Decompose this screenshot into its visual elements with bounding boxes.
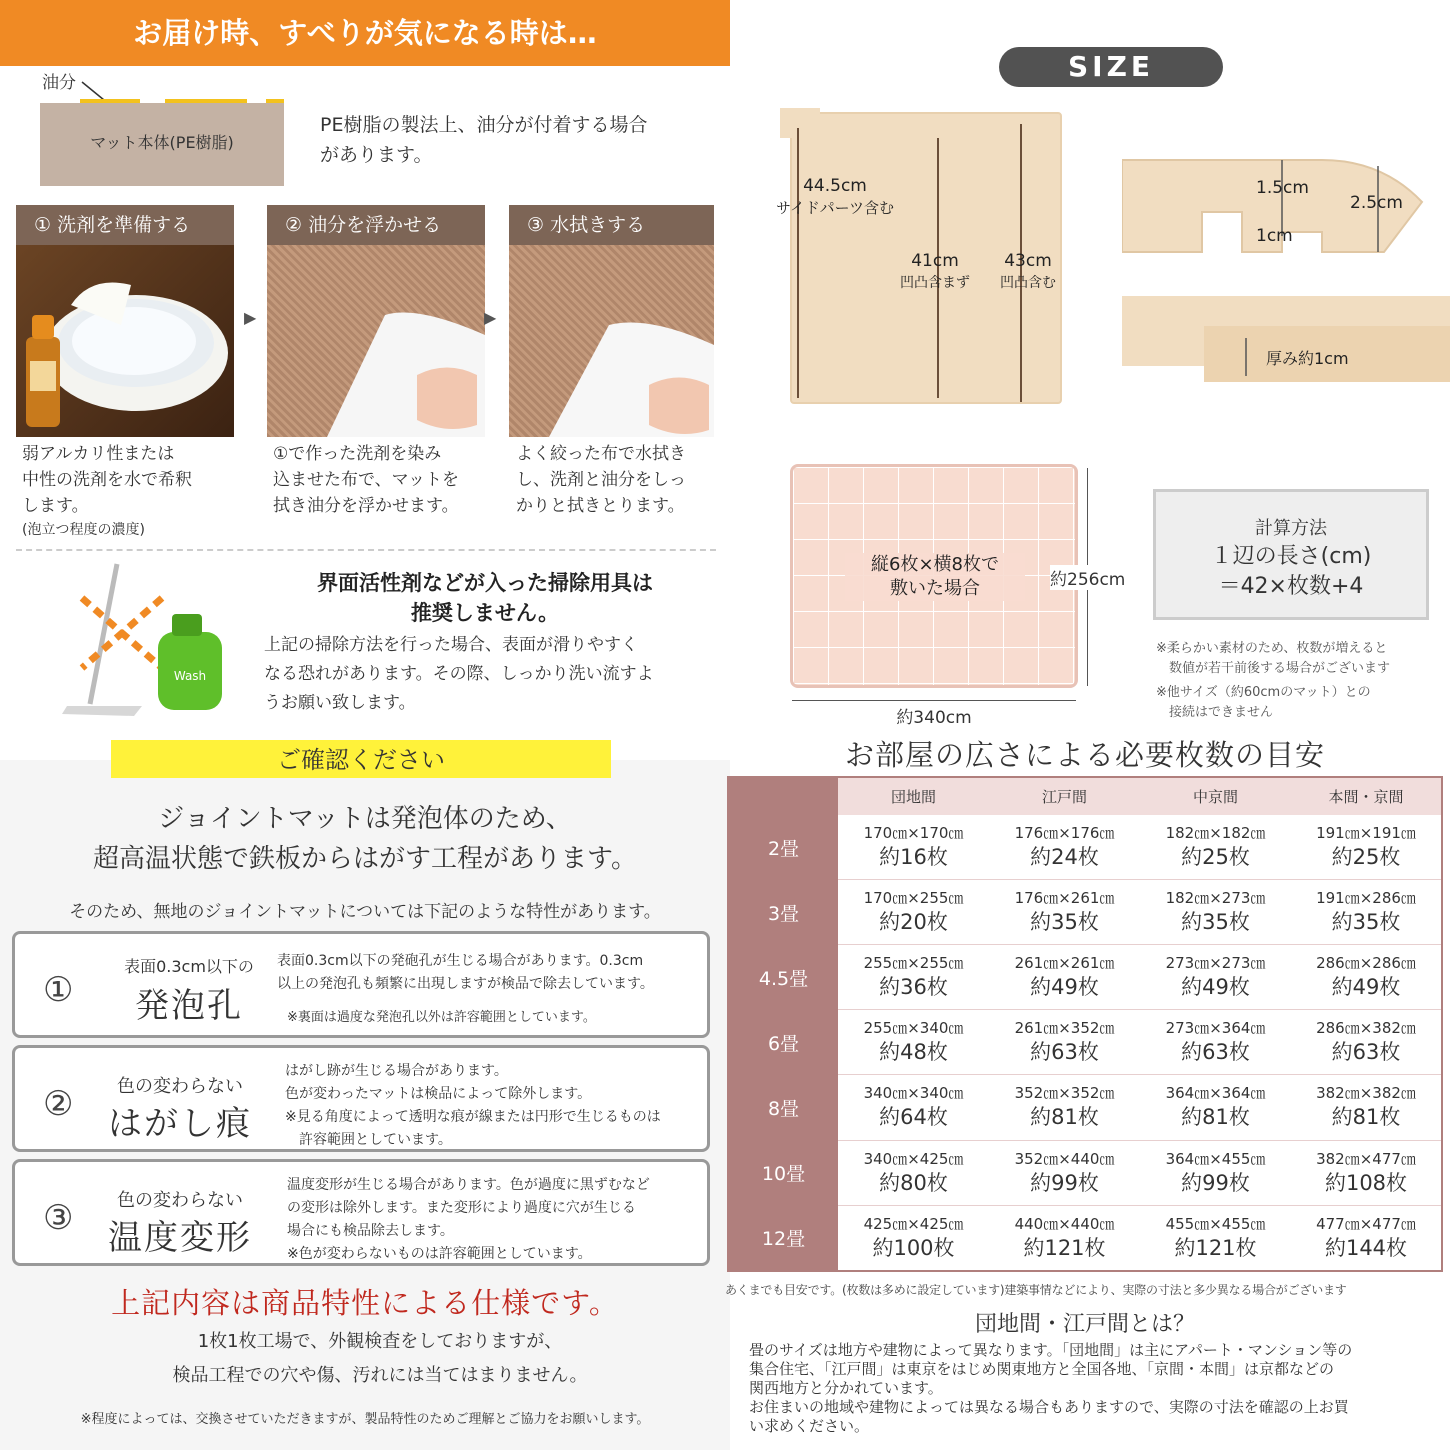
cell-count: 約144枚 [1324,1235,1408,1260]
cell-size: 340㎝×340㎝ [863,1084,964,1103]
cell-size: 191㎝×286㎝ [1316,889,1416,908]
cell-count: 約35枚 [1030,910,1099,935]
cell-count: 約100枚 [872,1235,955,1260]
table-header-row [728,777,1442,815]
cell-count: 約63枚 [1331,1040,1401,1065]
cell-count: 約64枚 [879,1105,948,1130]
row-header: 12畳 [728,1205,838,1271]
cell-count: 約49枚 [1030,975,1099,1000]
table-cell [989,879,1140,944]
tatami-explanation: 畳のサイズは地方や建物によって異なります。「団地間」は主にアパート・マンション等の 集合住宅、「江戸間」は東京をはじめ関東地方と全国各地、「京間・本間」は京都などの 関西地方と分かれています。 お住まいの地域や建物によっては異なる場合もありますので、実際の寸法を確認の上お買 い求めください。 [749,1341,1353,1435]
cell-size: 425㎝×425㎝ [863,1214,964,1233]
dimension-inner: 41cm 凹凸含まず [900,251,970,291]
card-number: ② [43,1084,74,1124]
dimension-line [797,128,799,398]
cell-count: 約25枚 [1181,844,1250,869]
dimension-outer: 44.5cm サイドパーツ含む [775,176,895,217]
step-3-text: よく絞った布で水拭き し、洗剤と油分をしっ かりと拭きとります。 [516,444,686,516]
divider [16,549,716,551]
grid-label: 縦6枚×横8枚で 敷いた場合 [845,553,1025,601]
card-subtitle: 表面0.3cm以下の [124,957,254,976]
step-1 [16,205,234,437]
mat-thickness-image [1122,296,1450,386]
table-cell [838,1075,989,1140]
cell-size: 273㎝×273㎝ [1165,954,1266,973]
cell-count: 約49枚 [1181,975,1250,1000]
thickness-label: 厚み約1cm [1266,349,1349,368]
cell-count: 約63枚 [1030,1040,1099,1065]
card-description: はがし跡が生じる場合があります。 色が変わったマットは検品によって除外します。 ※見る角度によって透明な痕が線または円形で生じるものは 許容範囲としています。 [285,1063,661,1148]
table-cell [1140,1205,1291,1271]
bottle-label: Wash [173,669,207,683]
table-row [728,945,1442,1010]
step-3 [509,205,714,437]
table-cell [989,1075,1140,1140]
card-title: 温度変形 [108,1218,252,1258]
table-cell [989,1010,1140,1075]
cell-count: 約49枚 [1331,975,1401,1000]
cell-size: 382㎝×477㎝ [1316,1149,1416,1168]
table-cell [1291,815,1442,879]
cell-count: 約35枚 [1181,910,1250,935]
table-cell [1140,815,1291,879]
cell-size: 191㎝×191㎝ [1316,823,1416,842]
table-cell [838,1205,989,1271]
table-row [728,815,1442,879]
cell-size: 182㎝×182㎝ [1165,823,1266,842]
cell-size: 176㎝×261㎝ [1014,889,1115,908]
step-2-text: ①で作った洗剤を染み 込ませた布で、マットを 拭き油分を浮かせます。 [273,444,459,516]
table-row [728,1140,1442,1205]
cell-count: 約63枚 [1181,1040,1250,1065]
cell-size: 440㎝×440㎝ [1014,1214,1115,1233]
card-description: 表面0.3cm以下の発砲孔が生じる場合があります。0.3cm 以上の発泡孔も頻繁に出現しますが検品で除去しています。 [277,953,654,992]
property-card-1 [12,931,710,1038]
calc-line-1: １辺の長さ(cm) [1210,544,1372,569]
table-cell [838,945,989,1010]
table-cell [1291,879,1442,944]
card-description: 温度変形が生じる場合があります。色が過度に黒ずむなど の変形は除外します。また変形により過度に穴が生じる 場合にも検品除去します。 ※色が変わらないものは許容範囲としています。 [287,1177,650,1262]
table-row [728,1010,1442,1075]
cell-size: 255㎝×255㎝ [863,954,964,973]
cell-count: 約48枚 [879,1040,948,1065]
column-header: 中京間 [1140,777,1291,815]
step-1-text: 弱アルカリ性または 中性の洗剤を水で希釈 します。 [22,444,192,516]
arrow-right-icon: ▶ [244,308,257,327]
cell-size: 182㎝×273㎝ [1165,889,1266,908]
cell-count: 約99枚 [1181,1170,1250,1195]
dimension-mid: 43cm 凹凸含む [1000,251,1056,291]
table-cell [989,815,1140,879]
table-cell [989,945,1140,1010]
table-row [728,1075,1442,1140]
cell-count: 約121枚 [1174,1235,1257,1260]
spec-statement: 上記内容は商品特性による仕様です。 [111,1286,619,1320]
oil-label: 油分 [42,73,76,93]
table-row [728,879,1442,944]
cell-size: 170㎝×170㎝ [863,823,964,842]
calc-title: 計算方法 [1255,518,1327,539]
cell-size: 382㎝×382㎝ [1316,1084,1416,1103]
intro-text: ジョイントマットは発泡体のため、 超高温状態で鉄板からはがす工程があります。 [93,804,637,874]
tatami-subheading: 団地間・江戸間とは？ [974,1312,1195,1337]
cell-count: 約121枚 [1023,1235,1106,1260]
property-card-3 [12,1159,710,1266]
cell-size: 477㎝×477㎝ [1316,1214,1416,1233]
card-title: はがし痕 [108,1104,252,1144]
cell-size: 364㎝×364㎝ [1165,1084,1266,1103]
row-header: 10畳 [728,1140,838,1205]
card-subtitle: 色の変わらない [117,1076,243,1097]
calculation-box [1153,489,1429,620]
cell-size: 340㎝×425㎝ [863,1149,964,1168]
tatami-size-table [727,776,1443,1272]
table-cell [989,1205,1140,1271]
step-title: ② 油分を浮かせる [267,205,485,245]
table-cell [1291,1075,1442,1140]
table-cell [838,879,989,944]
water-wipe-photo [509,245,714,437]
table-cell [1291,1010,1442,1075]
column-header: 江戸間 [989,777,1140,815]
mat-corner [780,108,820,138]
warning-title: 界面活性剤などが入った掃除用具は 推奨しません。 [317,571,653,625]
width-arrow [792,700,1076,701]
table-cell [838,1010,989,1075]
cell-count: 約35枚 [1331,910,1401,935]
size-notes: ※柔らかい素材のため、枚数が増えると 数値が若干前後する場合がございます ※他サイズ（約60cmのマット）との 接続はできません [1156,641,1391,720]
cell-size: 255㎝×340㎝ [863,1019,964,1038]
closing-text: 1枚1枚工場で、外観検査をしておりますが、 検品工程での穴や傷、汚れには当てはまりません。 [172,1331,588,1386]
size-heading: SIZE [999,47,1223,87]
cell-count: 約99枚 [1030,1170,1099,1195]
cell-size: 352㎝×352㎝ [1014,1084,1115,1103]
cell-count: 約81枚 [1030,1105,1099,1130]
row-header: 3畳 [728,879,838,944]
tab-dimension-1: 1.5cm [1256,178,1309,198]
calc-line-2: ＝42×枚数+4 [1218,574,1364,599]
cell-count: 約80枚 [879,1170,948,1195]
confirm-heading: ご確認ください [111,740,611,778]
card-note: ※裏面は過度な発泡孔以外は許容範囲としています。 [287,1010,596,1025]
table-cell [1140,879,1291,944]
grid-width: 約340cm [896,708,972,728]
card-number: ① [43,970,74,1010]
table-cell [838,1140,989,1205]
grid-height: 約256cm [1050,565,1125,590]
row-header: 6畳 [728,1010,838,1075]
oil-description: PE樹脂の製法上、油分が付着する場合 があります。 [320,114,648,166]
cloth-wipe-photo [267,245,485,437]
column-header: 団地間 [838,777,989,815]
table-cell [1291,1205,1442,1271]
table-cell [1140,1075,1291,1140]
cell-size: 286㎝×286㎝ [1316,954,1416,973]
closing-note: ※程度によっては、交換させていただきますが、製品特性のためご理解とご協力をお願いします。 [80,1412,650,1427]
table-cell [838,815,989,879]
table-row [728,1205,1442,1271]
cell-count: 約36枚 [879,975,948,1000]
table-heading: お部屋の広さによる必要枚数の目安 [844,738,1325,772]
table-cell [1140,1140,1291,1205]
mat-body-diagram: マット本体(PE樹脂) [40,103,284,186]
cell-size: 176㎝×176㎝ [1014,823,1115,842]
table-footnote: あくまでも目安です。(枚数は多めに設定しています)建築事情などにより、実際の寸法と多少異なる場合がございます [725,1283,1347,1297]
cell-count: 約16枚 [879,844,948,869]
row-header: 2畳 [728,815,838,879]
cell-size: 170㎝×255㎝ [863,889,964,908]
mop-and-detergent-illustration [62,556,252,716]
cell-size: 261㎝×261㎝ [1014,954,1115,973]
detergent-bowl-photo [16,245,234,437]
cell-size: 352㎝×440㎝ [1014,1149,1115,1168]
cell-count: 約24枚 [1030,844,1099,869]
column-header: 本間・京間 [1291,777,1442,815]
cell-size: 273㎝×364㎝ [1165,1019,1266,1038]
table-corner [728,777,838,815]
intro-subtext: そのため、無地のジョイントマットについては下記のような特性があります。 [69,902,661,922]
cell-count: 約81枚 [1331,1105,1401,1130]
table-cell [1291,1140,1442,1205]
cell-count: 約108枚 [1324,1170,1408,1195]
row-header: 4.5畳 [728,945,838,1010]
table-cell [1291,945,1442,1010]
cell-count: 約25枚 [1331,844,1401,869]
cell-count: 約81枚 [1181,1105,1250,1130]
tab-dimension-3: 2.5cm [1350,193,1403,213]
tab-dimension-2: 1cm [1256,226,1293,246]
cell-size: 364㎝×455㎝ [1165,1149,1266,1168]
table-cell [989,1140,1140,1205]
cell-size: 455㎝×455㎝ [1165,1214,1266,1233]
property-card-2 [12,1045,710,1152]
cell-size: 261㎝×352㎝ [1014,1019,1115,1038]
table-cell [1140,945,1291,1010]
cell-count: 約20枚 [879,910,948,935]
card-number: ③ [43,1198,74,1238]
step-2 [267,205,485,437]
step-title: ③ 水拭きする [509,205,714,245]
step-title: ① 洗剤を準備する [16,205,234,245]
row-header: 8畳 [728,1075,838,1140]
table-cell [1140,1010,1291,1075]
step-1-note: (泡立つ程度の濃度) [22,522,145,538]
card-title: 発泡孔 [135,986,243,1026]
card-subtitle: 色の変わらない [117,1190,243,1211]
banner-title: お届け時、すべりが気になる時は… [0,0,730,66]
cell-size: 286㎝×382㎝ [1316,1019,1416,1038]
warning-text: 上記の掃除方法を行った場合、表面が滑りやすく なる恐れがあります。その際、しっかり洗い流すよ うお願い致します。 [264,635,654,713]
arrow-right-icon: ▶ [484,308,497,327]
